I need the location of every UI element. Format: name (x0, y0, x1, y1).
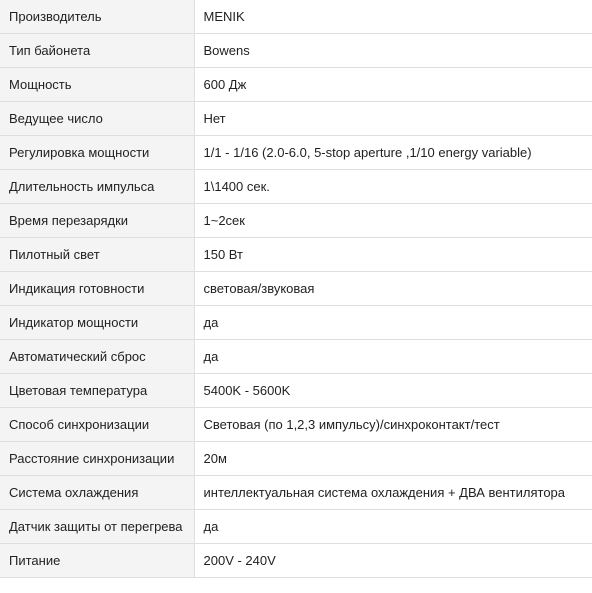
spec-row-mount-type (0, 33, 592, 67)
spec-value: 1/1 - 1/16 (2.0-6.0, 5-stop aperture ,1/10 energy variable) (194, 135, 592, 169)
spec-value: Bowens (194, 33, 592, 67)
spec-value: Световая (по 1,2,3 импульсу)/синхроконтакт/тест (194, 407, 592, 441)
spec-label: Регулировка мощности (0, 135, 194, 169)
spec-label: Датчик защиты от перегрева (0, 509, 194, 543)
spec-row-color-temperature (0, 373, 592, 407)
spec-label: Питание (0, 543, 194, 577)
spec-row-ready-indication (0, 271, 592, 305)
spec-label: Система охлаждения (0, 475, 194, 509)
spec-row-power-adjustment (0, 135, 592, 169)
spec-label: Автоматический сброс (0, 339, 194, 373)
spec-label: Расстояние синхронизации (0, 441, 194, 475)
spec-row-sync-distance (0, 441, 592, 475)
spec-row-guide-number (0, 101, 592, 135)
spec-label: Мощность (0, 67, 194, 101)
spec-value: 600 Дж (194, 67, 592, 101)
spec-label: Время перезарядки (0, 203, 194, 237)
spec-label: Производитель (0, 0, 194, 33)
spec-label: Индикатор мощности (0, 305, 194, 339)
spec-label: Длительность импульса (0, 169, 194, 203)
spec-value: MENIK (194, 0, 592, 33)
spec-row-power-supply (0, 543, 592, 577)
spec-value: да (194, 509, 592, 543)
spec-value: да (194, 305, 592, 339)
spec-value: интеллектуальная система охлаждения + ДВА вентилятора (194, 475, 592, 509)
spec-value: Нет (194, 101, 592, 135)
spec-value: 1\1400 сек. (194, 169, 592, 203)
spec-value: световая/звуковая (194, 271, 592, 305)
spec-value: 5400K - 5600K (194, 373, 592, 407)
spec-value: да (194, 339, 592, 373)
spec-value: 20м (194, 441, 592, 475)
spec-row-flash-duration (0, 169, 592, 203)
spec-value: 200V - 240V (194, 543, 592, 577)
spec-row-modeling-light (0, 237, 592, 271)
spec-label: Ведущее число (0, 101, 194, 135)
spec-row-manufacturer (0, 0, 592, 33)
spec-row-recycle-time (0, 203, 592, 237)
spec-row-sync-method (0, 407, 592, 441)
spec-value: 150 Вт (194, 237, 592, 271)
spec-label: Тип байонета (0, 33, 194, 67)
spec-value: 1~2сек (194, 203, 592, 237)
spec-label: Цветовая температура (0, 373, 194, 407)
spec-label: Способ синхронизации (0, 407, 194, 441)
spec-row-cooling-system (0, 475, 592, 509)
spec-row-power-indicator (0, 305, 592, 339)
spec-row-overheat-sensor (0, 509, 592, 543)
spec-label: Пилотный свет (0, 237, 194, 271)
spec-row-power (0, 67, 592, 101)
spec-label: Индикация готовности (0, 271, 194, 305)
spec-row-auto-dump (0, 339, 592, 373)
